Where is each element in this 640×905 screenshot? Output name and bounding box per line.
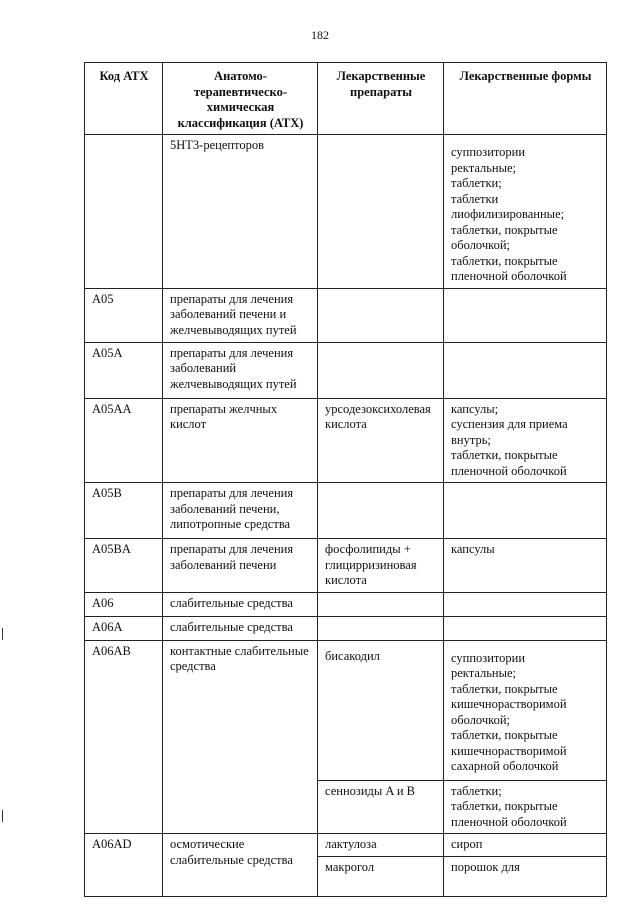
table-row <box>85 135 607 289</box>
table-row <box>85 834 607 857</box>
cell-drugs <box>318 483 444 539</box>
cell-code: A06AB <box>85 640 163 834</box>
table-row <box>85 592 607 616</box>
header-row <box>85 63 607 135</box>
cell-classification: препараты для лечения заболеваний печени <box>163 539 318 593</box>
cell-forms: капсулы; суспензия для приема внутрь; таблетки, покрытые пленочной оболочкой <box>444 398 607 483</box>
cell-code: A05B <box>85 483 163 539</box>
table-row <box>85 539 607 593</box>
table-row <box>85 483 607 539</box>
cell-drugs <box>318 288 444 342</box>
cell-drugs: макрогол <box>318 856 444 896</box>
cell-classification: слабительные средства <box>163 616 318 640</box>
cell-forms <box>444 483 607 539</box>
cell-forms: порошок для <box>444 856 607 896</box>
cell-code: A05 <box>85 288 163 342</box>
cell-classification: осмотические слабительные средства <box>163 834 318 897</box>
cell-forms: суппозитории ректальные; таблетки; таблетки лиофилизированные; таблетки, покрытые оболочкой; таблетки, покрытые пленочной оболочкой <box>444 135 607 289</box>
cell-forms: капсулы <box>444 539 607 593</box>
header-drugs: Лекарственные препараты <box>318 63 444 135</box>
cell-forms: таблетки; таблетки, покрытые пленочной оболочкой <box>444 780 607 834</box>
cell-drugs <box>318 616 444 640</box>
margin-mark <box>2 628 3 640</box>
table-row <box>85 288 607 342</box>
cell-forms <box>444 592 607 616</box>
cell-classification: препараты желчных кислот <box>163 398 318 483</box>
table-row <box>85 342 607 398</box>
cell-classification: слабительные средства <box>163 592 318 616</box>
page-number: 182 <box>311 28 329 42</box>
cell-code: A06 <box>85 592 163 616</box>
cell-forms: сироп <box>444 834 607 857</box>
cell-classification: препараты для лечения заболеваний печени и желчевыводящих путей <box>163 288 318 342</box>
cell-code: A06A <box>85 616 163 640</box>
cell-forms <box>444 342 607 398</box>
cell-classification: контактные слабительные средства <box>163 640 318 834</box>
cell-drugs: урсодезоксихолевая кислота <box>318 398 444 483</box>
cell-forms: суппозитории ректальные; таблетки, покрытые кишечнорастворимой оболочкой; таблетки, покрытые кишечнорастворимой сахарной оболочкой <box>444 640 607 780</box>
cell-drugs <box>318 342 444 398</box>
cell-classification: препараты для лечения заболеваний печени, липотропные средства <box>163 483 318 539</box>
cell-classification: 5HT3-рецепторов <box>163 135 318 289</box>
table-row <box>85 616 607 640</box>
cell-classification: препараты для лечения заболеваний желчевыводящих путей <box>163 342 318 398</box>
cell-code: A05A <box>85 342 163 398</box>
cell-drugs <box>318 592 444 616</box>
cell-drugs: бисакодил <box>318 640 444 780</box>
cell-forms <box>444 288 607 342</box>
cell-drugs: сеннозиды A и B <box>318 780 444 834</box>
header-code: Код АТХ <box>85 63 163 135</box>
cell-forms <box>444 616 607 640</box>
cell-code: A05AA <box>85 398 163 483</box>
cell-code: A06AD <box>85 834 163 897</box>
header-classification: Анатомо- терапевтическо- химическая классификация (АТХ) <box>163 63 318 135</box>
cell-code <box>85 135 163 289</box>
header-forms: Лекарственные формы <box>444 63 607 135</box>
cell-drugs <box>318 135 444 289</box>
table-row <box>85 640 607 780</box>
cell-code: A05BA <box>85 539 163 593</box>
margin-mark <box>2 810 3 822</box>
cell-drugs: лактулоза <box>318 834 444 857</box>
atx-table <box>84 62 607 897</box>
cell-drugs: фосфолипиды + глицирризиновая кислота <box>318 539 444 593</box>
table-row <box>85 398 607 483</box>
